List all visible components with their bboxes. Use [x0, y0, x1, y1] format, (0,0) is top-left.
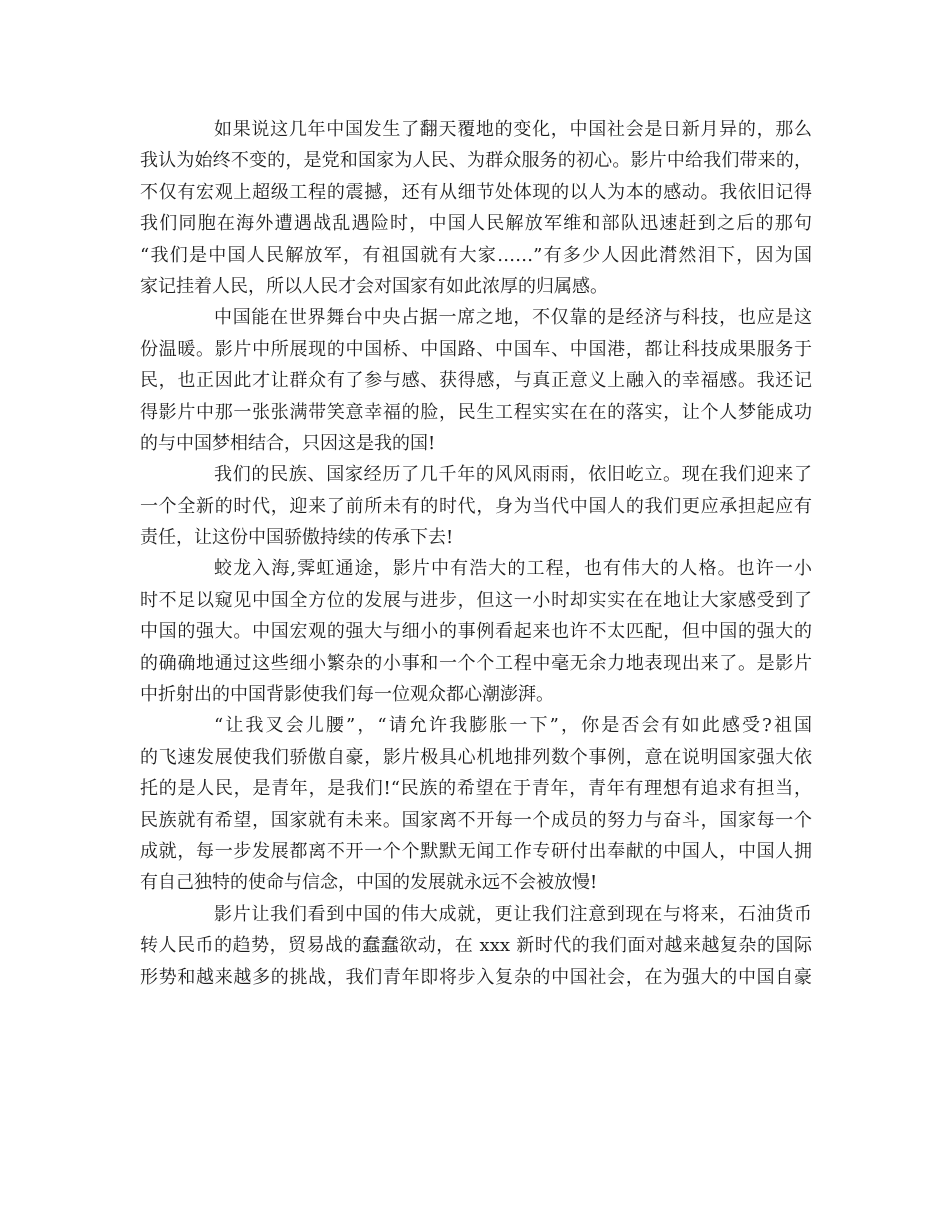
text-line: 转人民币的趋势，贸易战的蠢蠢欲动，在 xxx 新时代的我们面对越来越复杂的国际: [140, 935, 812, 957]
text-line: 不仅有宏观上超级工程的震撼，还有从细节处体现的以人为本的感动。我依旧记得: [140, 181, 812, 203]
text-line: 份温暖。影片中所展现的中国桥、中国路、中国车、中国港，都让科技成果服务于: [140, 338, 812, 360]
text-line: “我们是中国人民解放军，有祖国就有大家……”有多少人因此潸然泪下，因为国: [140, 244, 812, 266]
text-line: 中国能在世界舞台中央占据一席之地，不仅靠的是经济与科技，也应是这: [214, 307, 812, 329]
text-line: 家记挂着人民，所以人民才会对国家有如此浓厚的归属感。: [140, 275, 608, 297]
text-line: 的与中国梦相结合，只因这是我的国!: [140, 432, 436, 454]
text-line: 蛟龙入海,霁虹通途，影片中有浩大的工程，也有伟大的人格。也许一小: [214, 558, 812, 580]
text-line: 责任，让这份中国骄傲持续的传承下去!: [140, 527, 454, 549]
text-line: 的飞速发展使我们骄傲自豪，影片极具心机地排列数个事例，意在说明国家强大依: [140, 746, 812, 768]
text-line: 民族就有希望，国家就有未来。国家离不开每一个成员的努力与奋斗，国家每一个: [140, 809, 812, 831]
text-line: 时不足以窥见中国全方位的发展与进步，但这一小时却实实在在地让大家感受到了: [140, 589, 812, 611]
text-line: 我认为始终不变的，是党和国家为人民、为群众服务的初心。影片中给我们带来的，: [140, 150, 812, 172]
paragraph: [140, 114, 812, 302]
paragraph: [140, 710, 812, 898]
text-line: 形势和越来越多的挑战，我们青年即将步入复杂的中国社会，在为强大的中国自豪: [140, 966, 812, 988]
paragraph: [140, 302, 812, 459]
text-line: “让我叉会儿腰”，“请允许我膨胀一下”，你是否会有如此感受?祖国: [214, 715, 812, 737]
text-line: 有自己独特的使命与信念，中国的发展就永远不会被放慢!: [140, 872, 598, 894]
document-body: [140, 114, 812, 993]
paragraph: [140, 899, 812, 993]
text-line: 中折射出的中国背影使我们每一位观众都心潮澎湃。: [140, 684, 554, 706]
text-line: 影片让我们看到中国的伟大成就，更让我们注意到现在与将来，石油货币: [214, 903, 812, 925]
text-line: 的确确地通过这些细小繁杂的小事和一个个工程中毫无余力地表现出来了。是影片: [140, 652, 812, 674]
text-line: 得影片中那一张张满带笑意幸福的脸，民生工程实实在在的落实，让个人梦能成功: [140, 401, 812, 423]
text-line: 我们的民族、国家经历了几千年的风风雨雨，依旧屹立。现在我们迎来了: [214, 464, 812, 486]
text-line: 我们同胞在海外遭遇战乱遇险时，中国人民解放军维和部队迅速赶到之后的那句: [140, 213, 812, 235]
text-line: 民，也正因此才让群众有了参与感、获得感，与真正意义上融入的幸福感。我还记: [140, 370, 812, 392]
text-line: 成就，每一步发展都离不开一个个默默无闻工作专研付出奉献的中国人，中国人拥: [140, 840, 812, 862]
text-line: 托的是人民，是青年，是我们!“民族的希望在于青年，青年有理想有追求有担当，: [140, 778, 812, 800]
text-line: 中国的强大。中国宏观的强大与细小的事例看起来也许不太匹配，但中国的强大的: [140, 621, 812, 643]
text-line: 一个全新的时代，迎来了前所未有的时代，身为当代中国人的我们更应承担起应有: [140, 495, 812, 517]
text-line: 如果说这几年中国发生了翻天覆地的变化，中国社会是日新月异的，那么: [214, 119, 812, 140]
paragraph: [140, 459, 812, 553]
paragraph: [140, 553, 812, 710]
